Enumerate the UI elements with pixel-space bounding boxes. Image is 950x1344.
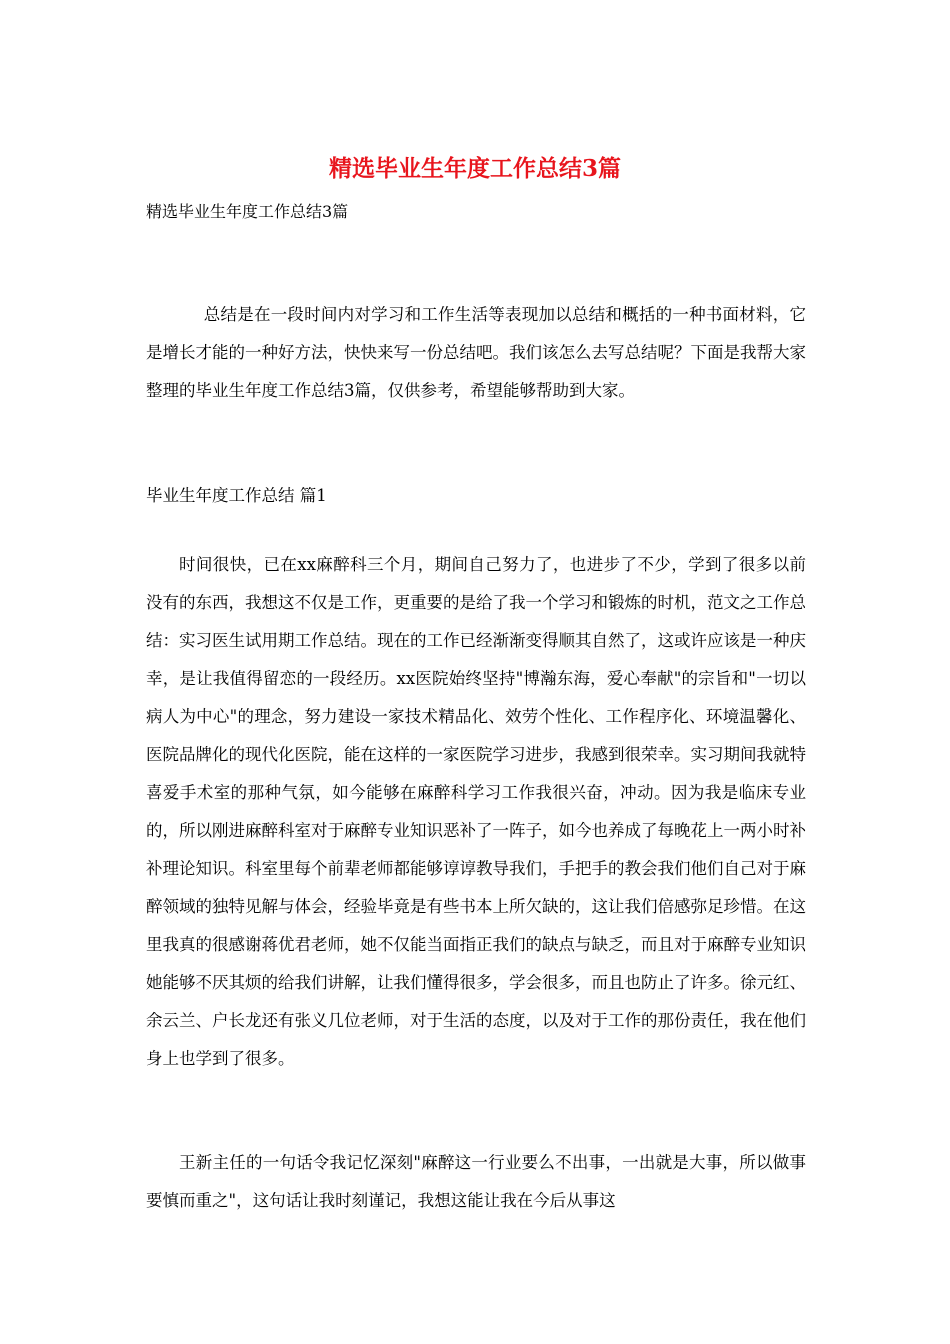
section-heading: 毕业生年度工作总结 篇1: [146, 486, 327, 505]
intro-paragraph: 总结是在一段时间内对学习和工作生活等表现加以总结和概括的一种书面材料，它是增长才能的一种好方法，快快来写一份总结吧。我们该怎么去写总结呢？下面是我帮大家整理的毕业生年度工作总结3篇，仅供参考，希望能够帮助到大家。: [146, 305, 806, 400]
body-paragraph-2: 王新主任的一句话令我记忆深刻"麻醉这一行业要么不出事，一出就是大事，所以做事要慎而重之"，这句话让我时刻谨记，我想这能让我在今后从事这: [146, 1153, 806, 1210]
document-subtitle: 精选毕业生年度工作总结3篇: [146, 202, 349, 221]
document-title: 精选毕业生年度工作总结3篇: [328, 155, 621, 182]
body-paragraph-1: 时间很快，已在xx麻醉科三个月，期间自己努力了，也进步了不少，学到了很多以前没有的东西，我想这不仅是工作，更重要的是给了我一个学习和锻炼的时机，范文之工作总结：实习医生试用期工作总结。现在的工作已经渐渐变得顺其自然了，这或许应该是一种庆幸，是让我值得留恋的一段经历。xx医院始终坚持"博瀚东海，爱心奉献"的宗旨和"一切以病人为中心"的理念，努力建设一家技术精品化、效劳个性化、工作程序化、环境温馨化、医院品牌化的现代化医院，能在这样的一家医院学习进步，我感到很荣幸。实习期间我就特喜爱手术室的那种气氛，如今能够在麻醉科学习工作我很兴奋，冲动。因为我是临床专业的，所以刚进麻醉科室对于麻醉专业知识恶补了一阵子，如今也养成了每晚花上一两小时补补理论知识。科室里每个前辈老师都能够谆谆教导我们，手把手的教会我们他们自己对于麻醉领域的独特见解与体会，经验毕竟是有些书本上所欠缺的，这让我们倍感弥足珍惜。在这里我真的很感谢蒋优君老师，她不仅能当面指正我们的缺点与缺乏，而且对于麻醉专业知识她能够不厌其烦的给我们讲解，让我们懂得很多，学会很多，而且也防止了许多。徐元红、余云兰、户长龙还有张义几位老师，对于生活的态度，以及对于工作的那份责任，我在他们身上也学到了很多。: [146, 555, 806, 1068]
